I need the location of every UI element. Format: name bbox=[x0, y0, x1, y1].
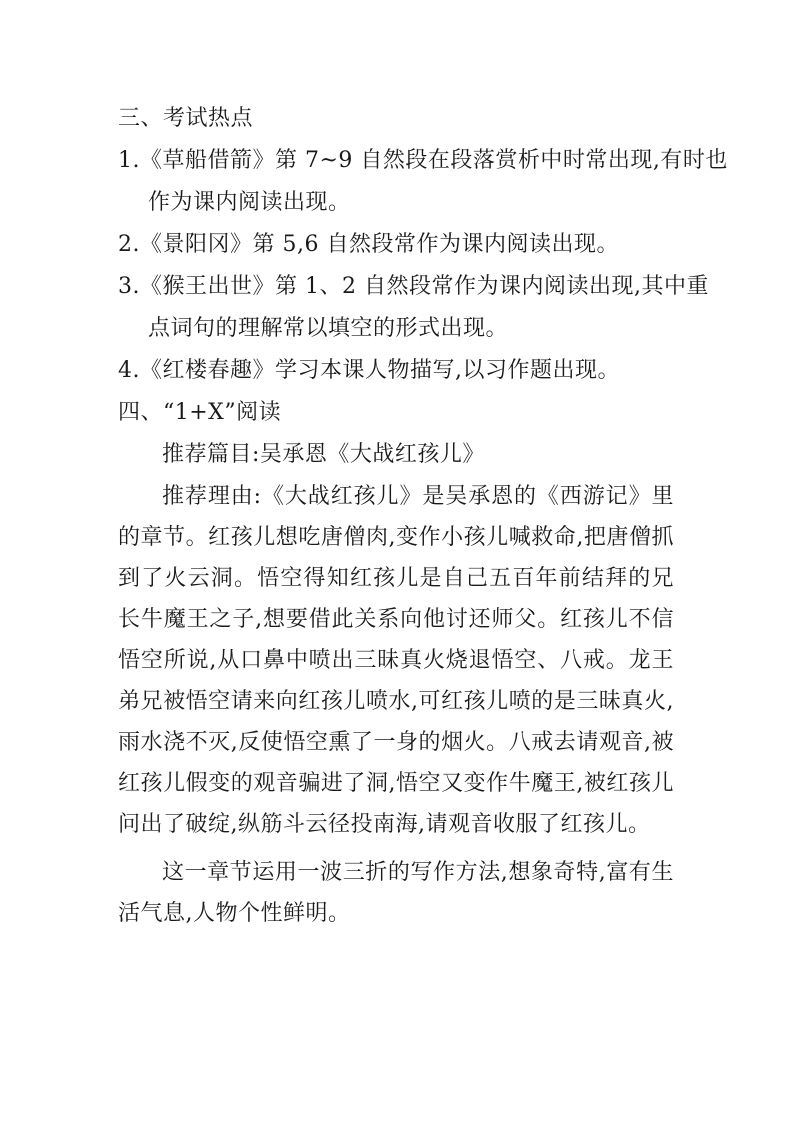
chapter-summary: 这一章节运用一波三折的写作方法,想象奇特,富有生活气息,人物个性鲜明。 bbox=[118, 860, 674, 926]
hotspot-item-4: 4.《红楼春趣》学习本课人物描写,以习作题出现。 bbox=[118, 358, 620, 383]
hotspot-item-3-line-2: 点词句的理解常以填空的形式出现。 bbox=[148, 316, 509, 341]
hotspot-item-3-line-1: 3.《猴王出世》第 1、2 自然段常作为课内阅读出现,其中重 bbox=[118, 274, 709, 299]
section-heading-reading: 四、“1+X”阅读 bbox=[118, 400, 282, 425]
hotspot-item-2: 2.《景阳冈》第 5,6 自然段常作为课内阅读出现。 bbox=[118, 232, 619, 257]
section-heading-exam-hotspots: 三、考试热点 bbox=[118, 106, 254, 131]
recommendation-reason: 推荐理由:《大战红孩儿》是吴承恩的《西游记》里的章节。红孩儿想吃唐僧肉,变作小孩儿喊救命,把唐僧抓到了火云洞。悟空得知红孩儿是自己五百年前结拜的兄长牛魔王之子,想要借此关系向他讨还师父。红孩儿不信悟空所说,从口鼻中喷出三昧真火烧退悟空、八戒。龙王弟兄被悟空请来向红孩儿喷水,可红孩儿喷的是三昧真火,雨水浇不灭,反使悟空熏了一身的烟火。八戒去请观音,被红孩儿假变的观音骗进了洞,悟空又变作牛魔王,被红孩儿问出了破绽,纵筋斗云径投南海,请观音收服了红孩儿。 bbox=[118, 484, 674, 837]
hotspot-item-1-line-2: 作为课内阅读出现。 bbox=[148, 190, 351, 215]
hotspot-item-1-line-1: 1.《草船借箭》第 7~9 自然段在段落赏析中时常出现,有时也 bbox=[118, 148, 728, 173]
recommended-title: 推荐篇目:吴承恩《大战红孩儿》 bbox=[162, 442, 485, 467]
